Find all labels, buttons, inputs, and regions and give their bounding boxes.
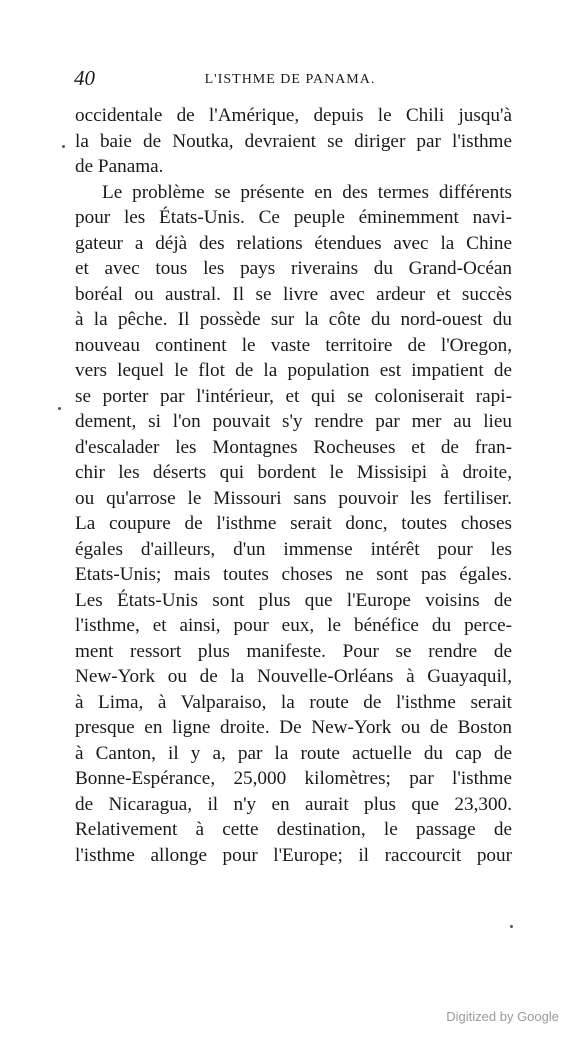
text-line: La coupure de l'isthme serait donc, toutes choses bbox=[75, 513, 512, 534]
text-line: presque en ligne droite. De New-York ou de Boston bbox=[75, 717, 512, 738]
scan-speck bbox=[58, 407, 61, 410]
text-line: Les États-Unis sont plus que l'Europe voisins de bbox=[75, 589, 512, 611]
text-line: ment ressort plus manifeste. Pour se rendre de bbox=[75, 640, 512, 662]
text-line: occidentale de l'Amérique, depuis le Chili jusqu'à bbox=[75, 105, 512, 126]
scan-speck bbox=[510, 925, 513, 928]
digitized-by-google-watermark: Digitized by Google bbox=[446, 1009, 559, 1024]
text-line: gateur a déjà des relations étendues avec la Chine bbox=[75, 232, 512, 254]
body-text bbox=[75, 103, 512, 868]
text-line: l'isthme, et ainsi, pour eux, le bénéfice du perce- bbox=[75, 615, 512, 636]
text-line: à la pêche. Il possède sur la côte du nord-ouest du bbox=[75, 309, 512, 330]
text-line: à Canton, il y a, par la route actuelle du cap de bbox=[75, 742, 512, 764]
text-line: ou qu'arrose le Missouri sans pouvoir les fertiliser. bbox=[75, 487, 512, 509]
text-line: nouveau continent le vaste territoire de l'Oregon, bbox=[75, 334, 512, 356]
text-line: et avec tous les pays riverains du Grand-Océan bbox=[75, 258, 512, 279]
text-line: boréal ou austral. Il se livre avec ardeur et succès bbox=[75, 283, 512, 305]
text-line: pour les États-Unis. Ce peuple éminemment navi- bbox=[75, 207, 512, 228]
text-line: l'isthme allonge pour l'Europe; il raccourcit pour bbox=[75, 844, 512, 866]
text-line: vers lequel le flot de la population est impatient de bbox=[75, 360, 512, 381]
text-line: à Lima, à Valparaiso, la route de l'isthme serait bbox=[75, 691, 512, 713]
text-line: Etats-Unis; mais toutes choses ne sont pas égales. bbox=[75, 564, 512, 585]
text-line: dement, si l'on pouvait s'y rendre par mer au lieu bbox=[75, 411, 512, 432]
text-line: se porter par l'intérieur, et qui se coloniserait rapi- bbox=[75, 385, 512, 407]
text-line: Le problème se présente en des termes différents bbox=[102, 181, 512, 203]
text-line: la baie de Noutka, devraient se diriger par l'isthme bbox=[75, 130, 512, 152]
text-line: de Nicaragua, il n'y en aurait plus que 23,300. bbox=[75, 793, 512, 815]
page-number: 40 bbox=[74, 66, 95, 90]
text-line: chir les déserts qui bordent le Missisipi à droite, bbox=[75, 462, 512, 483]
text-line: Relativement à cette destination, le passage de bbox=[75, 819, 512, 840]
text-line: égales d'ailleurs, d'un immense intérêt pour les bbox=[75, 538, 512, 560]
text-line: de Panama. bbox=[75, 156, 164, 177]
page-header bbox=[70, 66, 510, 96]
text-line: New-York ou de la Nouvelle-Orléans à Guayaquil, bbox=[75, 666, 512, 687]
text-line: Bonne-Espérance, 25,000 kilomètres; par l'isthme bbox=[75, 768, 512, 789]
text-line: d'escalader les Montagnes Rocheuses et de fran- bbox=[75, 436, 512, 458]
scan-speck bbox=[62, 145, 65, 148]
running-title: L'ISTHME DE PANAMA. bbox=[204, 72, 376, 87]
